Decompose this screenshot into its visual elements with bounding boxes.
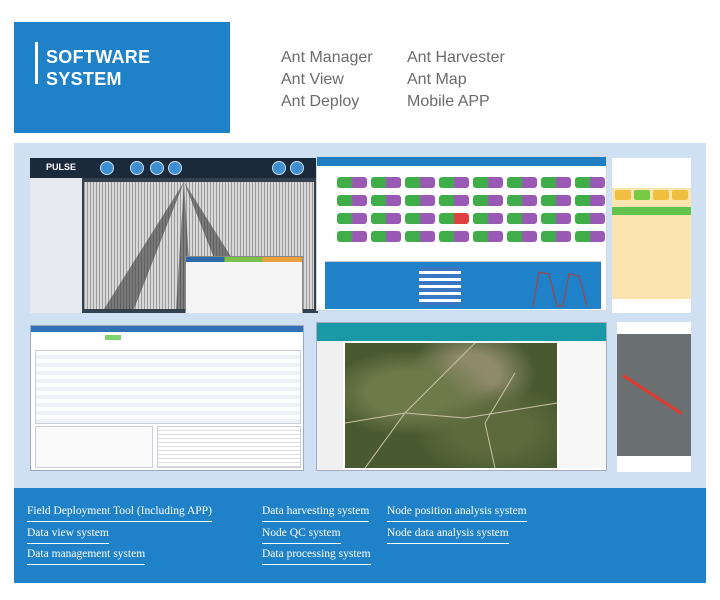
data-table xyxy=(35,350,301,424)
title-box xyxy=(14,22,230,133)
node-tile xyxy=(439,177,469,188)
node-tile xyxy=(575,177,605,188)
node-tile xyxy=(507,195,537,206)
node-tile xyxy=(405,213,435,224)
mobile-tabbar xyxy=(612,299,691,313)
operation-log xyxy=(157,426,301,468)
node-tile xyxy=(507,231,537,242)
toolbar-round-icon xyxy=(100,161,114,175)
title-line-2: SYSTEM xyxy=(46,69,122,89)
mobile-header xyxy=(612,158,691,188)
node-tile xyxy=(575,213,605,224)
node-tile xyxy=(439,213,469,224)
manager-screenshot xyxy=(30,325,304,471)
product-ant-manager: Ant Manager xyxy=(281,49,373,66)
node-tile xyxy=(337,213,367,224)
node-tile xyxy=(473,231,503,242)
node-tile xyxy=(575,231,605,242)
node-tile xyxy=(371,213,401,224)
toolbar-round-icon xyxy=(130,161,144,175)
mobile-list-screenshot xyxy=(612,158,691,313)
node-tile xyxy=(473,213,503,224)
product-ant-map: Ant Map xyxy=(407,71,467,88)
system-link-data-harvesting[interactable]: Data harvesting system xyxy=(262,504,369,522)
system-link-data-processing[interactable]: Data processing system xyxy=(262,547,371,565)
product-ant-deploy: Ant Deploy xyxy=(281,93,360,110)
system-link-data-management[interactable]: Data management system xyxy=(27,547,145,565)
node-grid xyxy=(337,177,605,242)
node-tile xyxy=(371,177,401,188)
node-tile xyxy=(473,195,503,206)
node-tile xyxy=(405,231,435,242)
node-tile xyxy=(507,177,537,188)
mobile-map-tabbar xyxy=(617,456,691,472)
node-tile xyxy=(541,213,571,224)
settings-dialog xyxy=(185,256,303,313)
node-tile xyxy=(541,195,571,206)
harvest-curve xyxy=(325,262,601,310)
system-link-field-deployment[interactable]: Field Deployment Tool (Including APP) xyxy=(27,504,212,522)
map-layer-tree xyxy=(317,341,343,471)
product-ant-harvester: Ant Harvester xyxy=(407,49,505,66)
node-tile xyxy=(337,177,367,188)
node-tile xyxy=(473,177,503,188)
node-tile xyxy=(541,231,571,242)
node-tile xyxy=(507,213,537,224)
title-line-1: SOFTWARE xyxy=(46,47,151,67)
dialog-tabs xyxy=(186,257,302,262)
system-link-node-position[interactable]: Node position analysis system xyxy=(387,504,527,522)
node-tile xyxy=(371,231,401,242)
product-list xyxy=(281,47,537,112)
status-chip xyxy=(634,190,650,200)
status-button xyxy=(105,335,121,340)
systems-footer xyxy=(14,488,706,583)
map-properties-panel xyxy=(559,343,606,468)
node-tile xyxy=(541,177,571,188)
node-tile xyxy=(439,231,469,242)
status-chip xyxy=(615,190,631,200)
survey-line xyxy=(622,374,682,415)
map-roads xyxy=(345,343,557,468)
system-link-node-qc[interactable]: Node QC system xyxy=(262,526,341,544)
page-title xyxy=(46,46,150,90)
node-tile xyxy=(371,195,401,206)
viewer-logo: PULSE xyxy=(46,162,77,172)
product-ant-view: Ant View xyxy=(281,71,344,88)
ant-map-screenshot xyxy=(316,322,607,471)
title-accent-bar xyxy=(35,42,38,84)
node-tile xyxy=(405,177,435,188)
mobile-map-header xyxy=(617,322,691,334)
system-link-data-view[interactable]: Data view system xyxy=(27,526,109,544)
status-chip xyxy=(672,190,688,200)
status-chip xyxy=(653,190,669,200)
harvester-bottom-panel xyxy=(325,261,601,309)
selected-row xyxy=(612,207,691,215)
map-toolbar xyxy=(317,323,606,341)
status-chips xyxy=(615,190,688,200)
harvester-screenshot xyxy=(316,156,607,311)
toolbar-round-icon xyxy=(150,161,164,175)
viewer-sidebar xyxy=(30,178,82,313)
toolbar-round-icon xyxy=(272,161,286,175)
node-tile xyxy=(405,195,435,206)
node-tile xyxy=(439,195,469,206)
node-status-table xyxy=(419,267,461,305)
node-tile xyxy=(575,195,605,206)
mobile-map-screenshot xyxy=(617,322,691,472)
manager-titlebar xyxy=(31,326,303,332)
node-tile xyxy=(337,231,367,242)
toolbar-round-icon xyxy=(168,161,182,175)
product-mobile-app: Mobile APP xyxy=(407,93,490,110)
equipment-table xyxy=(35,426,153,468)
screenshot-panel xyxy=(14,143,706,488)
seismic-viewer-screenshot xyxy=(30,158,318,313)
node-tile xyxy=(337,195,367,206)
satellite-map xyxy=(345,343,557,468)
toolbar-round-icon xyxy=(290,161,304,175)
system-link-node-data-analysis[interactable]: Node data analysis system xyxy=(387,526,509,544)
harvester-titlebar xyxy=(317,157,606,166)
